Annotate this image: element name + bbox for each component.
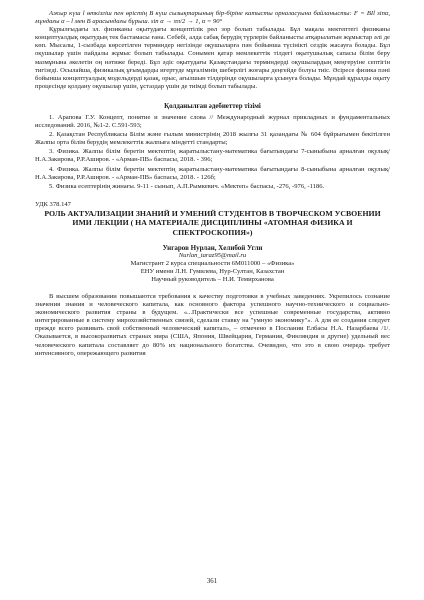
author-email: Nurlan_taraz95@mail.ru [178,252,247,259]
scientific-advisor: Научный руководитель – Н.И. Темирханова [151,276,274,283]
reference-item: 5. Физика есептерінің жинағы. 9-11 - сынып, А.П.Рымкевич. «Мектеп» баспасы, -276, -976, -1186. [49,182,325,190]
conclusion-paragraph: Құрылғыдағы эл. физиканы оқытудағы концептілік рөл зор болып табылады. Бұл мақала мектептегі физиканы концептуалдық оқытудың тек бастамасы ғана. Себебі, алда сабақ берудің түрлерін байланысты атқарылатын жұмыстар әлі де көп. Мысалы, 1-сызбада көрсетілген терминдер негізінде оқушыларға пән бойынша түсінікті сездік жасауға болады. Бұл оқушылар үшін пайдалы жұмыс болып табылады. Сонымен қатар мемлекеттік тілдегі оқытушылық сапасы білім беру мазмұнына әкелетін оң нәтиже береді. Бұл әдіс оқытудағы Қазақстандағы терминдерді оқушылардың меңгеруіне септігін тигізеді. Осылайша, физикалық ұғымдарды игертуде мұғалімнің шеберлігі жоғары деңгейде болуы тиіс. Әсіресе физика пәні бойынша концептуалдық модельдерді қазақ, орыс, ағылшын тілдерінде оқушыларға ұсынуға болады. Мұндай құралды оқыту процесінде қолдану оқушылар үшін, ұстаздар үшін де тиімді болып табылады. [35,26,390,90]
references-heading: Қолданылған әдебиеттер тізімі [164,102,261,110]
reference-item: 4. Физика. Жалпы білім беретін мектептің жаратылыстану-математика бағытындағы 8-сыныбына арналған оқулық/ Н.А.Закирова, Р.Р.Аширов. - «Арман-ПВ» баспасы, 2018. - 126б; [35,165,390,181]
article-body: В высшем образовании повышаются требования к качеству подготовки в учебных заведениях. Укрепилось сознание значения знания и человеческого капитала, как основного фактора успешного научно-технического и социально-экономического развития страны в будущем. «...Практически все успешные современные государства, активно интегрированные в систему мирохозяйственных связей, сделали ставку на "умную экономику"». А для ее создания следует прежде всего развивать свой собственный человеческий капитал», – отмечено в Послании Елбасы Н.А. Назарбаева /1/. Оказывается, в высокоразвитых странах мира (США, Япония, Швейцария, Германия, Финляндия и другие) удельный вес человеческого капитала составляет до 80% их национального богатства. Очевидно, что это в свою очередь требует интенсивного, опережающего развития [35,293,390,357]
reference-item: 2. Қазақстан Республикасы Білім және ғылым министрінің 2018 жылғы 31 қазандағы № 604 бұйрығымен бекітілген Жалпы орта білім берудің мемлекеттік жалпыға міндетті стандарты; [35,131,390,147]
udc-code: УДК 378.147 [35,200,71,208]
reference-item: 3. Физика. Жалпы білім беретін мектептің жаратылыстану-математика бағытындағы 7-сыныбына арналған оқулық/ Н.А.Закирова, Р.Р.Аширов. - «Арман-ПВ» баспасы, 2018. - 396; [35,148,390,164]
references-list [35,114,390,191]
article-authors: Унгаров Нурлан, Хелибой Угли [162,244,263,252]
author-affiliation: Магистрант 2 курса специальности 6М011000 – «Физика» [130,260,295,267]
article-title: РОЛЬ АКТУАЛИЗАЦИИ ЗНАНИЙ И УМЕНИЙ СТУДЕНТОВ В ТВОРЧЕСКОМ УСВОЕНИИ ИМИ ЛЕКЦИИ ( НА МАТЕРИАЛЕ ДИСЦИПЛИНЫ «АТОМНАЯ ФИЗИКА И СПЕКТРОСКОПИЯ») [44,208,381,237]
author-university: ЕНУ имени Л.Н. Гумилева, Нур-Султан, Казахстан [140,268,285,275]
formula-paragraph: Ажыр күш l өткізгіш пен өрістің B күш сызықтарының бір-біріне катысты орналасуына байланысты: F = BIl sinα, мұндағы α – l мен B арасындағы бұрыш. sin α → ππ/2 → 1, α = 90° [35,10,390,26]
reference-item: 1. Арапова Г.У. Концепт, понятие и значение слова // Международный журнал прикладных и фундаментальных исследований. 2016, №1-2. С.591-593; [35,113,390,130]
page-number: 361 [206,578,218,585]
